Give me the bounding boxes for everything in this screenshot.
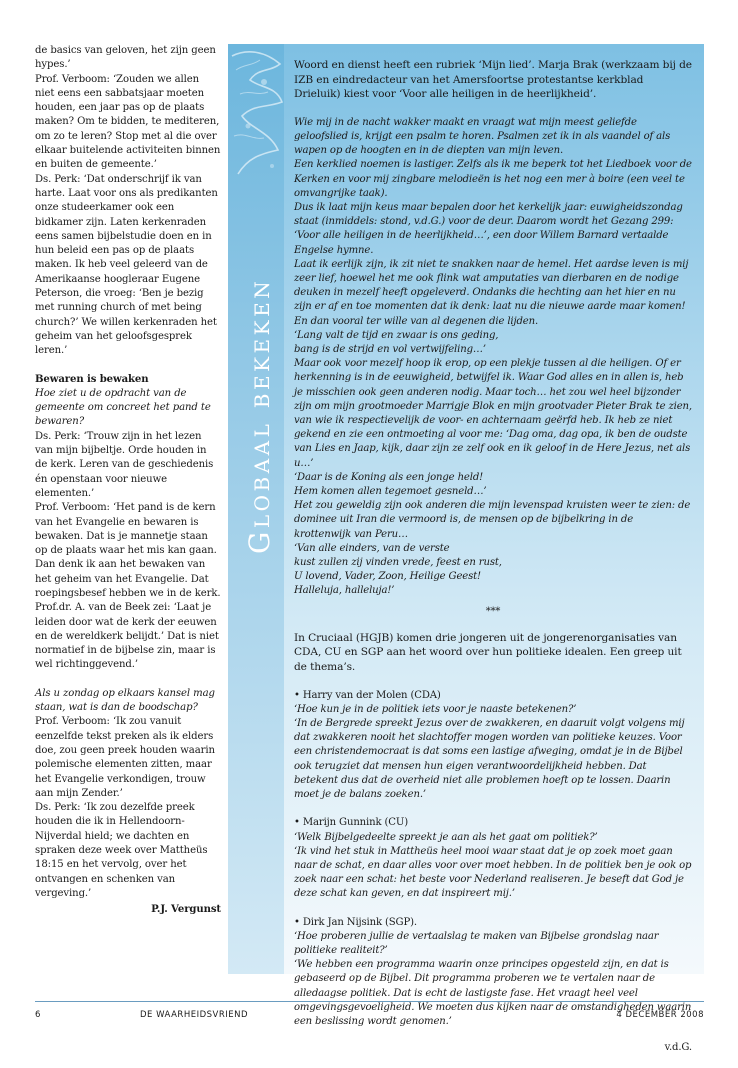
interviewee-name: • Harry van der Molen (CDA) [294,689,441,701]
interview-answer: ‘Ik vind het stuk in Mattheüs heel mooi waar staat dat je op zoek moet gaan naar de schat, en daar alles voor over moet hebben. In de politiek ben je ook op zoek naar een schat: het beste voor Nederland realiseren. Je beseft dat God je deze schat kan geven, en dat inspireert mij.’ [294,845,692,900]
interviewee-name: • Dirk Jan Nijsink (SGP). [294,916,417,928]
hymn-line: ‘Daar is de Koning als een jonge held! [294,471,484,483]
hymn-line: kust zullen zij vinden vrede, feest en rust, [294,557,502,569]
paragraph: de basics van geloven, het zijn geen hypes.’ [35,45,216,71]
hymn-line: Halleluja, halleluja!’ [294,585,395,597]
interview-question: Hoe ziet u de opdracht van de gemeente om concreet het pand te bewaren? [35,387,211,428]
vertical-section-title: Globaal bekeken [243,277,276,554]
hymn-line: U lovend, Vader, Zoon, Heilige Geest! [294,571,481,583]
quote-paragraph: Maar ook voor mezelf hoop ik erop, op een plekje tussen al die heiligen. Of er herkenning is in de eeuwigheid, betwijfel ik. Waar God alles en in allen is, heb je misschien ook geen anderen nodig. Maar toch… het zou wel heel bijzonder zijn om mijn grootmoeder Marrigje Blok en mijn grootvader Pieter Brak te zien, van wie ik respectievelijk de voor- en achternaam geërfd heb. Ik heb ze niet gekend en zie een ontmoeting al voor me: ‘Dag oma, dag opa, ik ben de oudste van Lies en Jaap, kijk, daar zijn ze zelf ook en ik geloof in de Here Jezus, net als u…’ [294,358,692,469]
paragraph: Prof. Verboom: ‘Ik zou vanuit eenzelfde tekst preken als ik elders doe, zou geen preek houden waarin polemische elementen zitten, maar het Evangelie verkondigen, trouw aan mijn Zender.’ [35,716,215,799]
interview-question: Als u zondag op elkaars kansel mag staan, wat is dan de boodschap? [35,687,215,714]
editor-signoff: v.d.G. [664,1042,692,1054]
hymn-line: ‘Van alle einders, van de verste [294,542,450,554]
section-heading: Bewaren is bewaken [35,373,149,385]
cruciaal-intro: In Cruciaal (HGJB) komen drie jongeren uit de jongerenorganisaties van CDA, CU en SGP aan het woord over hun politieke idealen. Een greep uit de thema’s. [294,631,682,674]
globe-graphic-icon [230,46,284,216]
issue-date: 4 DECEMBER 2008 [616,1010,704,1020]
publication-name: DE WAARHEIDSVRIEND [140,1010,249,1020]
interview-answer: ‘We hebben een programma waarin onze principes opgesteld zijn, en dat is gebaseerd op de Bijbel. Dit programma proberen we te vertalen naar de alledaagse politiek. Dat is echt de lastigste fase. Het vraagt heel veel omgevingsgevoeligheid. We moeten dus kijken naar de omstandigheden waarin een beslissing wordt genomen.’ [294,959,692,1027]
paragraph: Ds. Perk: ‘Dat onderschrijf ik van harte. Laat voor ons als predikanten onze studeerkamer ook een bidkamer zijn. Laten kerkenraden eens samen bijbelstudie doen en in hun beleid een pas op de plaats maken. Ik heb veel geleerd van de Amerikaanse hoogleraar Eugene Peterson, die vroeg: ‘Ben je bezig met running church of met being church?’ We willen kerkenraden het geheim van het geloofsgesprek leren.’ [35,173,218,357]
interview-question: ‘Hoe proberen jullie de vertaalslag te maken van Bijbelse grondslag naar politieke realiteit?’ [294,930,659,956]
panel-title-strip [228,44,284,974]
interviewee-name: • Marijn Gunnink (CU) [294,817,408,829]
page-number: 6 [35,1010,41,1020]
hymn-line: bang is de strijd en vol vertwijfeling…’ [294,344,486,356]
quote-paragraph: Een kerklied noemen is lastiger. Zelfs als ik me beperk tot het Liedboek voor de Kerken en voor mij zingbare melodieën is het nog een mer à boire (een veel te omvangrijke taak). [294,159,692,199]
paragraph: Prof. Verboom: ‘Het pand is de kern van het Evangelie en bewaren is bewaken. Dat is je mannetje staan op de plaats waar het mis kan gaan. Dan denk ik aan het bewaken van het geheim van het Evangelie. Dat roepingsbesef hebben we in de kerk. Prof.dr. A. van de Beek zei: ‘Laat je leiden door wat de kerk der eeuwen en de wereldkerk belijdt.’ Dat is niet normatief in de bijbelse zin, maar is wel richtinggevend.’ [35,502,221,671]
quote-paragraph: Wie mij in de nacht wakker maakt en vraagt wat mijn meest geliefde geloofslied is, krijgt een psalm te horen. Psalmen zet ik in als vaandel of als wapen op de hoogten en in de diepten van mijn leven. [294,116,671,157]
panel-intro: Woord en dienst heeft een rubriek ‘Mijn lied’. Marja Brak (werkzaam bij de IZB en eindredacteur van het Amersfoortse protestantse kerkblad Drieluik) kiest voor ‘Voor alle heiligen in de heerlijkheid’. [294,59,692,101]
quote-paragraph: Het zou geweldig zijn ook anderen die mijn levenspad kruisten weer te zien: de dominee uit Iran die vermoord is, de mensen op de bijbelkring in de krottenwijk van Peru… [294,500,691,540]
quote-paragraph: Dus ik laat mijn keus maar bepalen door het kerkelijk jaar: euwigheidszondag staat (inmiddels: stond, v.d.G.) voor de deur. Daarom wordt het Gezang 299: ‘Voor alle heiligen in de heerlijkheid…’, een door Willem Barnard vertaalde Engelse hymne. [294,202,683,256]
left-column [35,44,221,918]
interview-question: ‘Welk Bijbelgedeelte spreekt je aan als het gaat om politiek?’ [294,831,598,843]
quote-paragraph: Laat ik eerlijk zijn, ik zit niet te snakken naar de hemel. Het aardse leven is mij zeer lief, hoewel het me ook flink wat amputaties van dierbaren en de nodige deuken in mezelf heeft opgeleverd. Ondanks die hechting aan het hier en nu zijn er af en toe momenten dat ik denk: laat nu die nieuwe aarde maar komen! En dan vooral ter wille van al degenen die lijden. [294,258,689,327]
interview-question: ‘Hoe kun je in de politiek iets voor je naaste betekenen?’ [294,703,577,715]
paragraph: Ds. Perk: ‘Ik zou dezelfde preek houden die ik in Hellendoorn-Nijverdal hield; we dachten en spraken deze week over Mattheüs 18:15 en het vervolg, over het ontvangen en schenken van vergeving.’ [35,802,208,899]
interview-answer: ‘In de Bergrede spreekt Jezus over de zwakkeren, en daaruit volgt volgens mij dat zwakkeren nooit het slachtoffer mogen worden van politieke keuzes. Voor een christendemocraat is dat soms een lastige afweging, omdat je in de Bijbel ook terugziet dat mensen hun eigen verantwoordelijkheid hebben. Dat betekent dus dat de overheid niet alle problemen hoeft op te lossen. Daarin moet je de balans zoeken.’ [294,718,685,801]
hymn-line: Hem komen allen tegemoet gesneld…’ [294,486,487,498]
hymn-line: ‘Lang valt de tijd en zwaar is ons geding, [294,329,499,341]
section-separator: *** [485,605,501,617]
panel-text [294,58,692,1055]
footer-rule [35,1001,704,1002]
paragraph: Prof. Verboom: ‘Zouden we allen niet eens een sabbatsjaar moeten houden, een jaar pas op de plaats maken? Om te bidden, te mediteren, om zo te leren? Stop met al die over elkaar buitelende activiteiten binnen en buiten de gemeente.’ [35,73,221,171]
paragraph: Ds. Perk: ‘Trouw zijn in het lezen van mijn bijbeltje. Orde houden in de kerk. Leren van de geschiedenis én openstaan voor nieuwe elementen.’ [35,430,214,499]
author-byline: P.J. Vergunst [151,904,221,916]
